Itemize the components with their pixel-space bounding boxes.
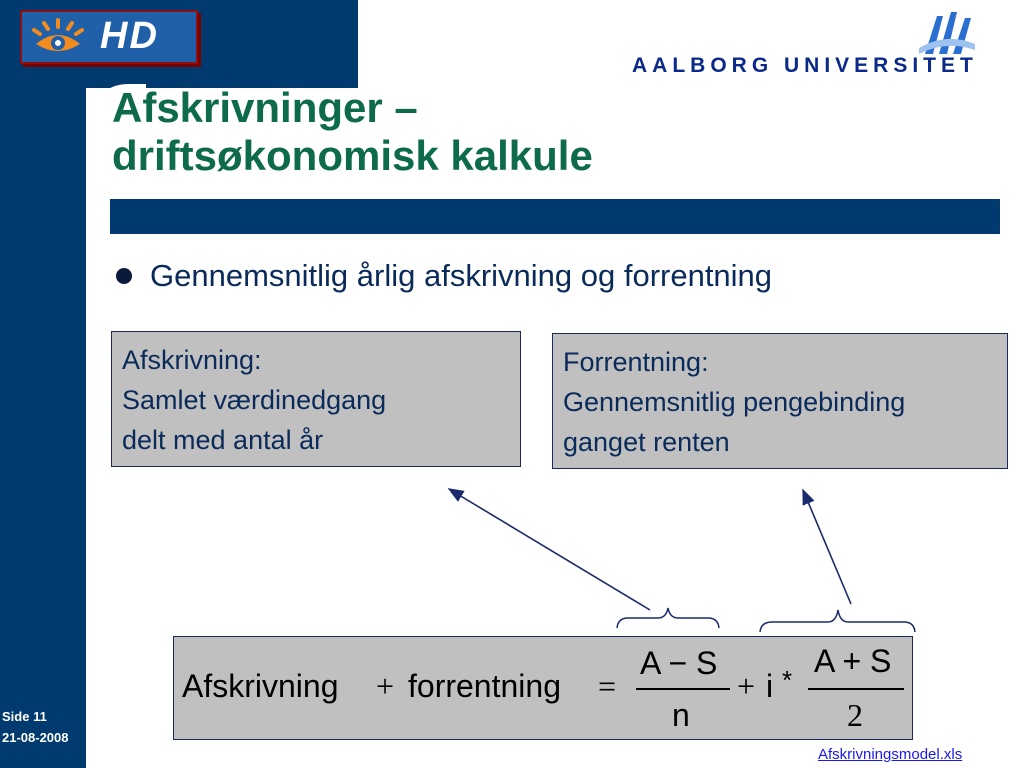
- interest-box-line-2: Gennemsnitlig pengebinding: [563, 387, 906, 417]
- fraction-2-line: [808, 688, 904, 690]
- left-sidebar: [0, 0, 86, 768]
- eye-icon: [30, 18, 86, 58]
- aalborg-university-logo: [630, 8, 1015, 78]
- interest-box: [552, 333, 1008, 469]
- interest-box-line-1: Forrentning:: [563, 347, 709, 377]
- depreciation-box-line-3: delt med antal år: [122, 425, 324, 455]
- hd-logo: [20, 10, 198, 64]
- brace-interest-term: [760, 610, 915, 632]
- title-line-1: Afskrivninger –: [112, 84, 418, 131]
- arrow-to-depreciation-box: [449, 489, 650, 610]
- slide-title: [112, 84, 593, 180]
- depreciation-box: [111, 331, 521, 467]
- slide-info: [2, 706, 69, 748]
- university-name: AALBORG UNIVERSITET: [632, 54, 978, 77]
- depreciation-box-line-1: Afskrivning:: [122, 345, 262, 375]
- formula-plus: +: [376, 668, 395, 704]
- fraction-1-denominator: n: [672, 697, 690, 733]
- fraction-2-numerator: A + S: [814, 643, 892, 679]
- formula-equals: =: [598, 668, 617, 704]
- arrow-to-interest-box: [803, 490, 851, 604]
- title-divider-bar: [110, 199, 1000, 234]
- depreciation-box-line-2: Samlet værdinedgang: [122, 385, 387, 415]
- interest-box-line-3: ganget renten: [563, 427, 730, 457]
- bullet-item: [116, 258, 772, 294]
- hd-logo-text: HD: [100, 15, 159, 57]
- bullet-text: Gennemsnitlig årlig afskrivning og forrentning: [150, 258, 773, 293]
- formula-times: *: [782, 665, 793, 695]
- title-line-2: driftsøkonomisk kalkule: [112, 132, 593, 179]
- fraction-2-denominator: 2: [847, 697, 863, 733]
- brace-depreciation-term: [617, 608, 719, 628]
- bullet-dot-icon: [116, 268, 132, 284]
- fraction-1-numerator: A − S: [640, 645, 718, 681]
- university-symbol-icon: [917, 8, 977, 56]
- fraction-1-line: [636, 688, 730, 690]
- slide-date: 21-08-2008: [2, 730, 69, 745]
- spreadsheet-link[interactable]: Afskrivningsmodel.xls: [818, 746, 963, 763]
- page-number: Side 11: [2, 709, 47, 724]
- formula-plus-2: +: [737, 668, 756, 704]
- formula-box: [173, 636, 913, 740]
- formula-interest-rate: i: [766, 668, 774, 704]
- formula-term-interest: forrentning: [408, 668, 561, 704]
- formula-term-depreciation: Afskrivning: [182, 668, 339, 704]
